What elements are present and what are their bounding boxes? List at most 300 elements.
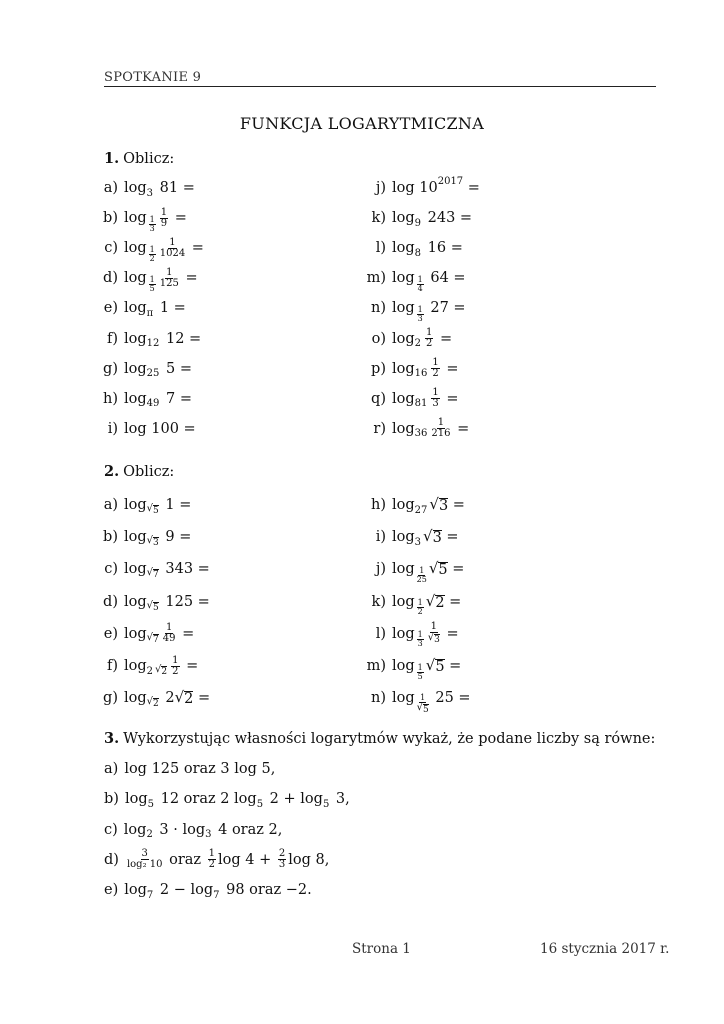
item-label: d) [104, 851, 119, 868]
sqrt-sign: √ [146, 503, 154, 514]
math-text: 2 − log [155, 882, 214, 899]
item-label: h) [371, 497, 386, 513]
math-subscript-sqrt [147, 504, 159, 516]
fraction-denominator: 3 [432, 398, 439, 410]
math-expression [124, 593, 210, 613]
section-1-heading [104, 150, 174, 167]
fraction-numerator: 1 [417, 274, 423, 284]
ex1-item [366, 206, 472, 230]
math-expression [124, 421, 196, 437]
fraction-numerator: 1 [149, 214, 155, 224]
ex3-item [104, 848, 329, 872]
ex2-item [366, 654, 462, 681]
fraction-numerator: 1 [420, 692, 426, 702]
math-text: log [123, 821, 147, 838]
sqrt-sign: √ [425, 591, 436, 610]
math-expression [392, 527, 459, 548]
math-subscript: 2 [414, 338, 422, 349]
sqrt-argument: 7 [153, 570, 159, 581]
math-text: log [124, 882, 147, 899]
ex1-item [102, 417, 196, 441]
fraction-denominator: 1024 [159, 247, 186, 259]
math-expression [392, 418, 469, 439]
item-label: o) [371, 330, 386, 347]
ex2-item [366, 525, 459, 549]
math-text: log [392, 300, 415, 317]
item-label: q) [371, 390, 386, 407]
math-expression [392, 591, 462, 617]
math-expression [392, 175, 480, 196]
fraction-numerator: 3 [141, 848, 148, 860]
math-fraction [431, 358, 439, 379]
fraction-denominator: 2 [417, 607, 423, 617]
fraction-numerator: 1 [417, 662, 423, 672]
math-fraction [208, 849, 216, 870]
math-text: 3 · log [154, 821, 206, 838]
item-label: e) [104, 882, 119, 899]
math-sqrt [429, 561, 448, 577]
item-label: h) [103, 390, 118, 407]
math-subscript: 9 [414, 217, 422, 229]
math-expression [124, 761, 275, 777]
math-text: 12 oraz 2 log [155, 791, 257, 808]
math-text: 16 = [423, 240, 463, 257]
math-fraction-sqrt [417, 694, 429, 715]
math-fraction [425, 328, 433, 349]
fraction-numerator: 1 [165, 622, 173, 634]
math-text: log 125 oraz 3 log 5, [124, 761, 276, 777]
math-text: 1 = [160, 497, 192, 513]
fraction-denominator: 2 [426, 338, 433, 349]
math-text: log [124, 791, 148, 808]
math-expression [124, 331, 201, 347]
fraction-denominator: 3 [417, 313, 423, 323]
fraction-numerator: 1 [166, 266, 173, 278]
fraction-denominator: 3 [278, 859, 286, 871]
section-number: 1. [104, 150, 120, 167]
math-subscript: 5 [147, 798, 154, 810]
footer-page-number: Strona 1 [352, 941, 411, 957]
sqrt-argument: 3 [432, 530, 442, 547]
math-expression [392, 300, 466, 323]
fraction-numerator: 1 [417, 304, 423, 314]
math-text: 12 = [161, 330, 202, 347]
math-subscript: 3 [414, 536, 422, 548]
sqrt-argument: 5 [438, 562, 448, 579]
math-text: = [193, 690, 211, 707]
math-expression [392, 210, 473, 229]
fraction-denominator: 25 [416, 574, 427, 584]
math-expression [124, 529, 192, 549]
sqrt-sign: √ [146, 535, 154, 547]
math-subscript-sqrt [147, 568, 159, 580]
math-text: log [392, 240, 415, 257]
fraction-denominator: 5 [149, 283, 155, 293]
math-text: log 10 [392, 180, 438, 196]
math-text: = [180, 270, 198, 287]
item-label: d) [103, 270, 118, 287]
sqrt-sign: √ [146, 696, 154, 708]
math-text: = [448, 497, 465, 513]
math-subscript-fraction [149, 246, 156, 263]
page-title: FUNKCJA LOGARYTMICZNA [239, 114, 485, 133]
ex1-item [102, 206, 187, 233]
item-label: n) [371, 300, 386, 317]
math-text: log [124, 180, 147, 196]
ex2-item [102, 622, 194, 646]
ex3-item [104, 818, 282, 842]
fraction-denominator: 49 [162, 633, 176, 645]
math-subscript: 7 [213, 889, 220, 901]
math-sqrt [429, 497, 448, 513]
item-label: b) [103, 529, 118, 546]
math-text: = [441, 390, 459, 407]
math-text: = [441, 360, 459, 377]
ex3-item [104, 757, 275, 781]
item-label: a) [103, 180, 118, 196]
math-expression [123, 821, 283, 841]
item-label: r) [373, 420, 386, 437]
sqrt-sign: √ [425, 656, 436, 674]
ex1-item [366, 176, 480, 200]
ex2-item [366, 686, 471, 715]
math-fraction [171, 656, 179, 677]
math-subscript-fraction [149, 276, 156, 293]
ex1-item [102, 266, 198, 293]
fraction-numerator: 1 [149, 274, 155, 284]
sqrt-sign: √ [155, 664, 162, 675]
math-text: log [124, 270, 147, 287]
math-text: log [124, 330, 147, 347]
item-label: g) [103, 690, 118, 707]
math-sqrt [175, 690, 194, 706]
sqrt-argument: 3 [153, 538, 159, 549]
fraction-numerator: 1 [417, 598, 423, 608]
fraction-denominator: 9 [160, 217, 168, 229]
item-label: p) [371, 360, 386, 377]
ex2-item [102, 686, 210, 710]
math-subscript-fraction [417, 664, 424, 681]
math-text: 27 = [425, 300, 466, 317]
footer-date: 16 stycznia 2017 r. [540, 941, 670, 957]
item-label: a) [104, 761, 119, 777]
math-expression [392, 358, 459, 379]
math-subscript: 27 [414, 504, 428, 516]
math-subscript: 49 [146, 398, 160, 410]
sqrt-sign: √ [174, 688, 185, 707]
math-text: log [392, 390, 415, 407]
item-label: j) [375, 561, 386, 578]
ex1-item [102, 176, 195, 200]
math-text: = [441, 529, 459, 546]
ex2-item [102, 493, 191, 517]
item-label: a) [103, 497, 118, 513]
math-text: log [392, 210, 415, 227]
item-label: m) [366, 270, 386, 287]
section-heading-text: Wykorzystując własności logarytmów wykaż, że podane liczby są równe: [123, 731, 656, 747]
ex1-item [102, 296, 186, 320]
math-text: log [124, 561, 147, 578]
math-text: log [124, 210, 147, 227]
math-subscript: 81 [414, 398, 428, 410]
math-expression [392, 621, 459, 649]
fraction-denominator: 5 [417, 671, 423, 681]
math-sqrt [426, 658, 445, 674]
math-subscript-sqrt [147, 601, 159, 613]
math-text: log [392, 690, 415, 707]
sqrt-argument: 5 [423, 704, 429, 715]
sqrt-argument: 3 [434, 635, 440, 646]
math-expression [124, 688, 211, 710]
section-number: 3. [104, 730, 120, 747]
item-label: n) [371, 690, 386, 707]
ex3-item [104, 878, 312, 902]
sqrt-argument: 2 [184, 691, 194, 708]
math-sqrt [425, 591, 445, 611]
math-text: = [181, 658, 199, 674]
math-subscript: 8 [414, 247, 422, 259]
item-label: b) [104, 791, 119, 808]
math-fraction-sqrt [428, 622, 440, 645]
math-expression [124, 561, 210, 581]
math-expression [124, 266, 198, 293]
math-expression [124, 300, 186, 319]
math-text: log [392, 529, 415, 546]
math-expression [124, 206, 187, 233]
math-expression [124, 623, 194, 644]
item-label: j) [375, 180, 386, 196]
math-text: log [124, 625, 147, 642]
fraction-numerator: 1 [160, 206, 168, 218]
math-text: log [124, 529, 147, 546]
fraction-denominator: 125 [159, 277, 179, 289]
math-fraction [160, 268, 179, 289]
math-text: log [392, 561, 415, 578]
math-text: log 100 = [124, 420, 196, 437]
math-expression [392, 270, 466, 293]
math-subscript: 3 [205, 829, 212, 841]
math-fraction [431, 418, 450, 439]
fraction-numerator: 1 [169, 236, 176, 248]
math-text: log [124, 240, 147, 257]
item-label: f) [106, 330, 118, 347]
fraction-numerator: 2 [278, 848, 286, 860]
item-label: e) [103, 300, 118, 317]
math-text: = [447, 561, 465, 578]
fraction-numerator: 1 [172, 654, 179, 666]
fraction-numerator: 1 [417, 630, 423, 640]
ex1-item [366, 417, 469, 441]
math-text: log [392, 593, 415, 610]
math-text: log [392, 420, 415, 437]
math-expression [392, 656, 462, 681]
math-text: 125 = [160, 593, 210, 610]
sqrt-argument: 2 [435, 594, 445, 611]
fraction-denominator: 2 [149, 253, 155, 263]
ex1-item [102, 327, 201, 351]
math-fraction [127, 849, 163, 870]
math-subscript: 16 [414, 368, 428, 380]
ex1-item [366, 266, 466, 293]
fraction-numerator: 1 [432, 357, 439, 369]
ex1-item [366, 296, 466, 323]
math-text: log [392, 270, 415, 287]
ex1-item [102, 236, 204, 263]
item-label: f) [106, 658, 118, 674]
math-subscript: 5 [322, 798, 330, 810]
sqrt-argument: 2 [161, 667, 168, 677]
sqrt-sign: √ [428, 559, 439, 578]
sqrt-sign: √ [146, 599, 154, 611]
ex2-item [366, 590, 462, 617]
math-fraction [160, 208, 168, 229]
math-text: 243 = [423, 210, 473, 227]
fraction-denominator: 3 [149, 223, 155, 233]
math-subscript: 12 [146, 338, 160, 349]
math-sqrt [423, 529, 442, 545]
item-label: m) [366, 658, 386, 674]
math-text: 1 = [155, 300, 186, 317]
item-label: l) [375, 625, 386, 642]
sqrt-argument: 7 [153, 634, 159, 645]
math-fraction [278, 849, 286, 870]
sqrt-argument: 2 [153, 699, 159, 710]
ex2-item [102, 654, 198, 678]
math-subscript-sqrt [147, 536, 159, 548]
sqrt-sign: √ [146, 631, 154, 643]
section-2-heading [104, 463, 174, 480]
math-subscript: 25 [146, 368, 160, 380]
section-heading-text: Oblicz: [123, 464, 175, 480]
ex1-item [366, 387, 459, 411]
math-expression [124, 360, 192, 380]
sqrt-argument: 5 [435, 659, 445, 675]
fraction-denominator: 216 [431, 428, 451, 440]
math-expression [124, 791, 350, 810]
math-text: log [392, 658, 415, 674]
math-subscript: 2 [146, 829, 153, 841]
math-subscript-sqrt [147, 697, 159, 709]
item-label: i) [375, 529, 386, 546]
fraction-numerator: 1 [437, 417, 445, 429]
math-text: 7 = [161, 390, 192, 407]
item-label: i) [107, 420, 118, 437]
math-text: 9 = [160, 529, 192, 546]
item-label: d) [103, 593, 118, 610]
item-label: c) [104, 821, 118, 838]
fraction-denominator: log₂ 10 [126, 859, 163, 871]
item-label: l) [375, 240, 386, 257]
math-text: = [463, 180, 480, 196]
item-label: e) [103, 625, 118, 642]
math-text: = [441, 625, 459, 642]
math-text: log [124, 497, 147, 513]
math-text: 98 oraz −2. [221, 882, 312, 899]
sqrt-argument: 5 [153, 602, 159, 613]
fraction-denominator: 2 [432, 368, 439, 380]
math-subscript-fraction [149, 216, 156, 233]
math-text: log 8, [288, 851, 330, 868]
math-text: = [452, 420, 470, 437]
item-label: c) [104, 561, 118, 578]
sqrt-argument: 3 [438, 498, 449, 514]
math-text: log 4 + [218, 851, 276, 868]
math-text: log [392, 330, 415, 347]
math-subscript: 7 [146, 889, 154, 901]
section-number: 2. [104, 463, 120, 480]
fraction-denominator [428, 633, 440, 645]
math-text: 2 [160, 690, 175, 707]
math-expression [392, 495, 465, 516]
math-text: log [124, 360, 147, 377]
ex2-item [102, 525, 191, 549]
math-text: 64 = [425, 270, 466, 287]
math-expression [392, 240, 463, 259]
math-superscript: 2017 [437, 175, 464, 187]
item-label: b) [103, 210, 118, 227]
math-text: 2 + log [265, 791, 323, 808]
sqrt-sign: √ [429, 495, 439, 513]
math-text: 81 = [155, 180, 195, 196]
ex2-item [366, 493, 465, 517]
fraction-denominator: 3 [417, 639, 423, 649]
math-subscript: 5 [256, 798, 264, 810]
math-text: 4 oraz 2, [213, 821, 283, 838]
math-expression [392, 388, 459, 409]
fraction-denominator: 4 [417, 283, 423, 293]
fraction-numerator: 1 [432, 387, 439, 399]
math-subscript-fraction [417, 306, 424, 323]
ex1-item [366, 327, 452, 351]
math-text: 5 = [161, 360, 192, 377]
math-expression [124, 180, 195, 199]
math-subscript-fraction [417, 631, 424, 648]
math-text: 3, [331, 791, 350, 808]
sqrt-sign: √ [423, 527, 433, 546]
item-label: c) [104, 240, 118, 257]
math-text: 343 = [160, 561, 210, 578]
math-expression [124, 236, 204, 263]
ex2-item [102, 557, 210, 581]
ex2-item [366, 557, 465, 584]
math-fraction [163, 623, 176, 644]
math-expression [124, 656, 198, 677]
fraction-denominator: 2 [172, 665, 179, 677]
math-text: log [124, 593, 147, 610]
math-text: = [187, 240, 204, 257]
math-sqrt [428, 633, 440, 645]
math-subscript-fraction [417, 276, 424, 293]
math-subscript: 3 [146, 187, 154, 199]
math-text: = [435, 330, 453, 347]
math-text: = [444, 658, 462, 674]
item-label: k) [371, 593, 386, 610]
math-text: log [124, 690, 147, 707]
ex1-item [366, 236, 463, 260]
math-expression [392, 328, 452, 349]
header-rule [104, 86, 656, 87]
math-subscript-sqrt [155, 665, 167, 677]
ex1-item [102, 387, 192, 411]
section-3-heading [104, 730, 655, 747]
math-text: = [170, 210, 187, 227]
math-subscript-fraction [417, 567, 427, 584]
math-subscript: π [146, 307, 154, 319]
math-expression [124, 390, 192, 410]
math-subscript-sqrt [147, 633, 159, 645]
sqrt-sign: √ [146, 567, 154, 579]
math-text: = [444, 593, 462, 610]
